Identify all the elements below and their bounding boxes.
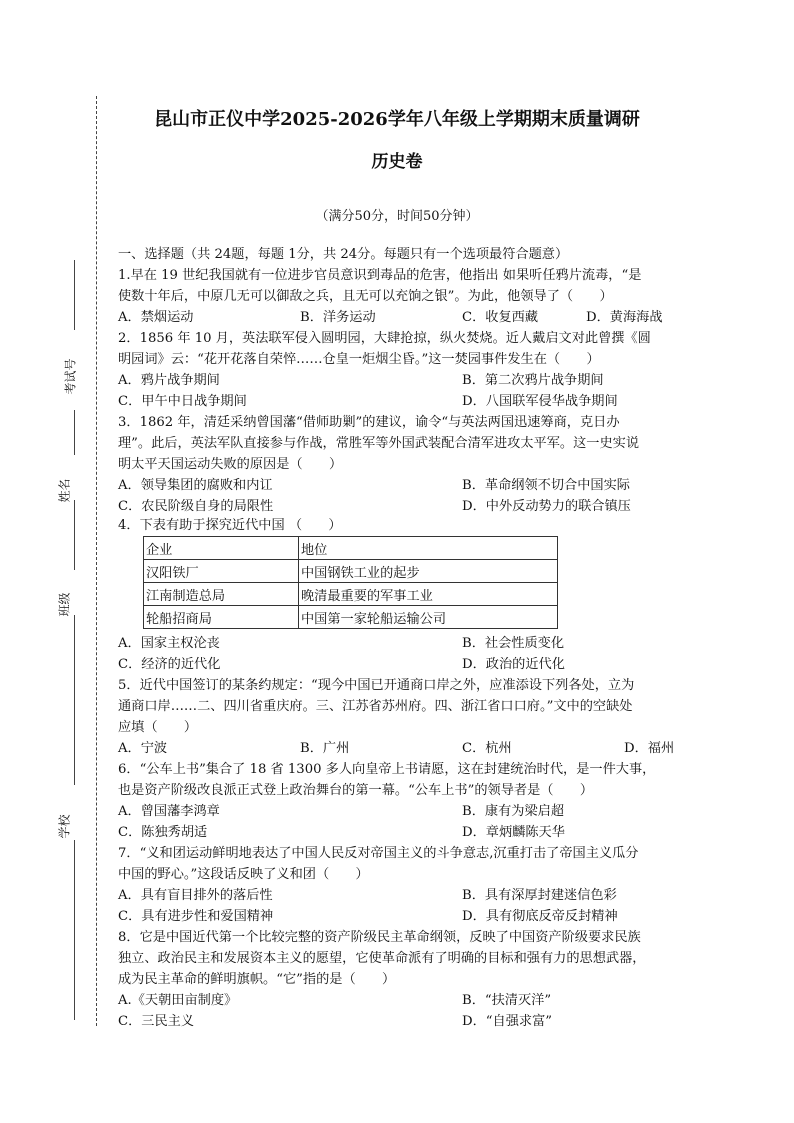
question-line: 4．下表有助于探究近代中国 （ ） [118,518,342,533]
option-b: B．社会性质变化 [462,636,565,651]
question-line: 通商口岸……二、四川省重庆府。三、江苏省苏州府。四、浙江省口口府。”文中的空缺处 [118,699,633,714]
option-b: B．第二次鸦片战争期间 [462,373,604,388]
question-line: 2．1856 年 10 月，英法联军侵入圆明园，大肆抢掠，纵火焚烧。近人戴启文对此曾撰《圆 [118,331,651,346]
question-line: 明园词》云：“花开花落自荣悴……仓皇一炬烟尘昏。”这一焚园事件发生在（ ） [118,352,600,367]
option-c: C．具有进步性和爱国精神 [118,909,274,924]
name-line [74,500,75,570]
option-a: A．具有盲目排外的落后性 [118,888,273,903]
page-title: 昆山市正仪中学2025-2026学年八年级上学期期末质量调研 [154,109,640,130]
option-c: C．甲午中日战争期间 [118,394,247,409]
option-c: C．经济的近代化 [118,657,221,672]
option-c: C．农民阶级自身的局限性 [118,499,274,514]
exam-number-line [74,260,75,330]
option-d: D．中外反动势力的联合镇压 [462,499,631,514]
option-a: A．宁波 [118,741,168,756]
option-a: A．领导集团的腐败和内讧 [118,478,273,493]
table-row [144,583,558,606]
question-line: 1.早在 19 世纪我国就有一位进步官员意识到毒品的危害，他指出 如果听任鸦片流毒，“是 [118,268,642,283]
name-label: 姓名 [57,478,72,503]
option-d: D．章炳麟陈天华 [462,825,565,840]
table-header-row [144,537,558,560]
enterprise-table [143,536,558,629]
table-header-cell: 地位 [299,537,558,560]
table-cell: 轮船招商局 [144,606,299,629]
exam-info: （满分50分，时间50分钟） [315,209,479,224]
question-line: 8．它是中国近代第一个比较完整的资产阶级民主革命纲领，反映了中国资产阶级要求民族 [118,930,641,945]
binding-dashed-line [96,96,97,1026]
option-c: C．陈独秀胡适 [118,825,208,840]
option-b: B．“扶清灭洋” [462,993,552,1008]
table-row [144,606,558,629]
exam-number-label: 考试号 [63,358,78,395]
question-line: 中国的野心。”这段话反映了义和团（ ） [118,867,369,882]
option-b: B．洋务运动 [300,310,376,325]
question-line: 6．“公车上书”集合了 18 省 1300 多人向皇帝上书请愿，这在封建统治时代，是一件大事， [118,762,656,777]
option-a: A．曾国藩李鸿章 [118,804,220,819]
page-subtitle: 历史卷 [371,152,423,172]
table-cell: 中国钢铁工业的起步 [299,560,558,583]
table-header-cell: 企业 [144,537,299,560]
option-d: D．八国联军侵华战争期间 [462,394,618,409]
question-line: 理”。此后，英法军队直接参与作战，常胜军等外国武装配合清军进攻太平军。这一史实说 [118,436,640,451]
question-line: 也是资产阶级改良派正式登上政治舞台的第一幕。“公车上书”的领导者是（ ） [118,783,594,798]
question-line: 成为民主革命的鲜明旗帜。“它”指的是（ ） [118,972,396,987]
option-b: B．具有深厚封建迷信色彩 [462,888,617,903]
option-d: D．福州 [624,741,675,756]
exam-number-line-lower [74,410,75,455]
class-label: 班级 [57,592,72,617]
option-a: A．鸦片战争期间 [118,373,220,388]
option-b: B．广州 [300,741,350,756]
question-line: 5．近代中国签订的某条约规定：“现今中国已开通商口岸之外，应准添设下列各处，立为 [118,678,635,693]
option-c: C．杭州 [462,741,512,756]
option-a: A.《天朝田亩制度》 [118,993,238,1008]
option-c: C．三民主义 [118,1014,195,1029]
table-cell: 晚清最重要的军事工业 [299,583,558,606]
option-a: A．国家主权沦丧 [118,636,220,651]
question-line: 明太平天国运动失败的原因是（ ） [118,457,343,472]
question-line: 独立、政治民主和发展资本主义的愿望，它使革命派有了明确的目标和强有力的思想武器， [118,951,646,966]
option-d: D．黄海海战 [586,310,663,325]
school-line [74,840,75,1020]
option-b: B．革命纲领不切合中国实际 [462,478,630,493]
class-line [74,615,75,785]
question-line: 3．1862 年，清廷采纳曾国藩“借师助剿”的建议，谕令“与英法两国迅速筹商，克日办 [118,415,620,430]
question-line: 应填（ ） [118,720,198,735]
table-cell: 中国第一家轮船运输公司 [299,606,558,629]
option-d: D．“自强求富” [462,1014,552,1029]
section-heading: 一、选择题（共 24题，每题 1分，共 24分。每题只有一个选项最符合题意） [118,247,569,262]
question-line: 7．“义和团运动鲜明地表达了中国人民反对帝国主义的斗争意志,沉重打击了帝国主义瓜分 [118,846,639,861]
option-b: B．康有为梁启超 [462,804,565,819]
question-line: 使数十年后，中原几无可以御敌之兵，且无可以充饷之银”。为此，他领导了（ ） [118,289,613,304]
option-a: A．禁烟运动 [118,310,194,325]
option-d: D．政治的近代化 [462,657,565,672]
option-d: D．具有彻底反帝反封精神 [462,909,618,924]
table-cell: 汉阳铁厂 [144,560,299,583]
table-row [144,560,558,583]
option-c: C．收复西藏 [462,310,539,325]
table-cell: 江南制造总局 [144,583,299,606]
school-label: 学校 [57,814,72,839]
